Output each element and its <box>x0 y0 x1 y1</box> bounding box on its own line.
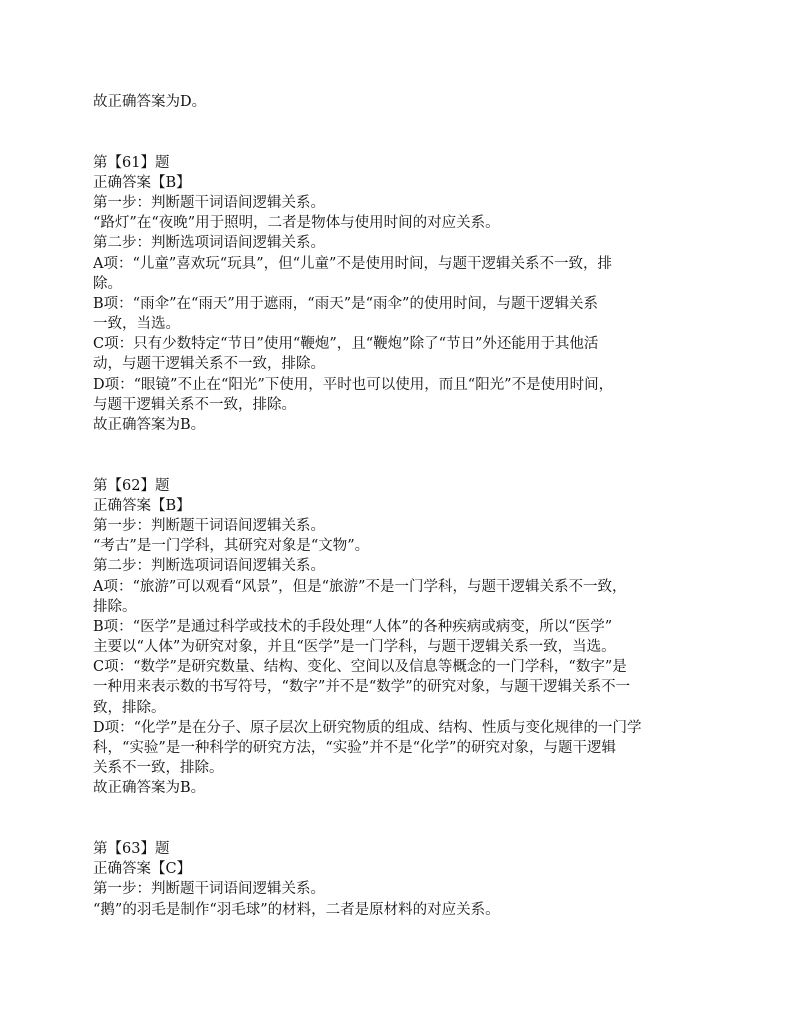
document-page <box>93 92 715 920</box>
intro-conclusion: 故正确答案为D。 <box>93 94 207 110</box>
section-gap <box>93 435 715 475</box>
explanation-line: 第一步：判断题干词语间逻辑关系。 <box>93 881 325 898</box>
explanation-line: 一种用来表示数的书写符号，“数字”并不是“数学”的研究对象，与题干逻辑关系不一 <box>93 679 631 696</box>
explanation-line: D项：“化学”是在分子、原子层次上研究物质的组成、结构、性质与变化规律的一门学 <box>93 719 642 736</box>
explanation-line: “考古”是一门学科，其研究对象是“文物”。 <box>93 538 370 555</box>
explanation-line: C项：只有少数特定“节日”使用“鞭炮”，且“鞭炮”除了“节日”外还能用于其他活 <box>93 336 599 353</box>
explanation-line: C项：“数学”是研究数量、结构、变化、空间以及信息等概念的一门学科，“数字”是 <box>93 659 627 676</box>
question-61 <box>93 153 715 436</box>
explanation-line: 第一步：判断题干词语间逻辑关系。 <box>93 517 325 534</box>
explanation-line: 除。 <box>93 275 122 292</box>
question-title: 第【61】题 <box>93 154 170 171</box>
explanation-line: 故正确答案为B。 <box>93 417 206 434</box>
section-gap <box>93 112 715 152</box>
explanation-line: 第一步：判断题干词语间逻辑关系。 <box>93 194 325 211</box>
explanation-line: D项：“眼镜”不止在“阳光”下使用，平时也可以使用，而且“阳光”不是使用时间， <box>93 376 614 393</box>
explanation-line: 故正确答案为B。 <box>93 780 206 797</box>
question-62 <box>93 476 715 799</box>
question-title: 第【63】题 <box>93 840 170 857</box>
explanation-line: 科，“实验”是一种科学的研究方法，“实验”并不是“化学”的研究对象，与题干逻辑 <box>93 740 616 757</box>
explanation-line: 与题干逻辑关系不一致，排除。 <box>93 396 296 413</box>
explanation-line: “鹅”的羽毛是制作“羽毛球”的材料，二者是原材料的对应关系。 <box>93 901 500 918</box>
question-63 <box>93 839 715 920</box>
correct-answer: 正确答案【B】 <box>93 497 191 514</box>
explanation-line: 第二步：判断选项词语间逻辑关系。 <box>93 235 325 252</box>
section-gap <box>93 799 715 839</box>
correct-answer: 正确答案【B】 <box>93 174 191 191</box>
explanation-line: 致，排除。 <box>93 699 166 716</box>
explanation-line: A项：“儿童”喜欢玩“玩具”，但“儿童”不是使用时间，与题干逻辑关系不一致，排 <box>93 255 612 272</box>
explanation-line: 第二步：判断选项词语间逻辑关系。 <box>93 558 325 575</box>
explanation-line: A项：“旅游”可以观看“风景”，但是“旅游”不是一门学科，与题干逻辑关系不一致， <box>93 578 627 595</box>
explanation-line: B项：“雨伞”在“雨天”用于遮雨，“雨天”是“雨伞”的使用时间，与题干逻辑关系 <box>93 295 598 312</box>
explanation-line: 排除。 <box>93 598 137 615</box>
explanation-line: 一致，当选。 <box>93 316 180 333</box>
explanation-line: 动，与题干逻辑关系不一致，排除。 <box>93 356 325 373</box>
explanation-line: B项：“医学”是通过科学或技术的手段处理“人体”的各种疾病或病变，所以“医学” <box>93 618 613 635</box>
explanation-line: 关系不一致，排除。 <box>93 760 224 777</box>
explanation-line: “路灯”在“夜晚”用于照明，二者是物体与使用时间的对应关系。 <box>93 215 500 232</box>
question-title: 第【62】题 <box>93 477 170 494</box>
correct-answer: 正确答案【C】 <box>93 861 192 878</box>
explanation-line: 主要以“人体”为研究对象，并且“医学”是一门学科，与题干逻辑关系一致，当选。 <box>93 639 616 656</box>
